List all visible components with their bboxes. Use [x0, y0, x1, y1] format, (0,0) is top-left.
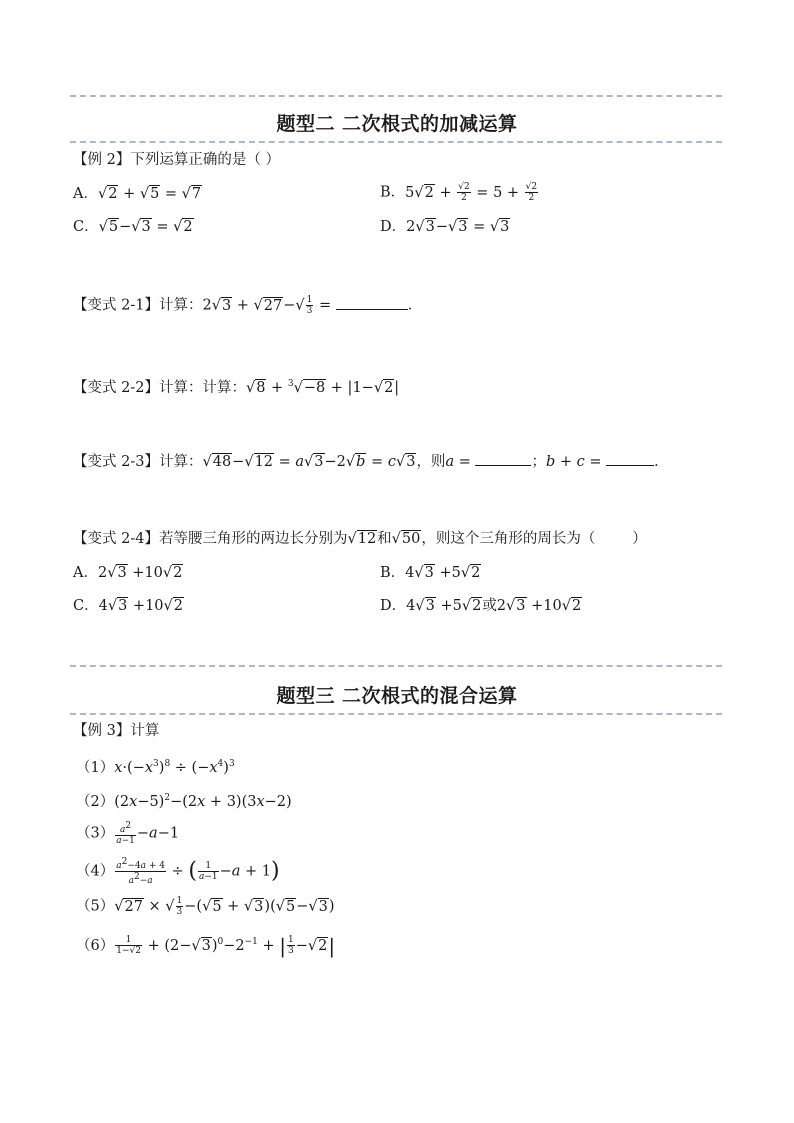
problem-1: $(1)x\cdot(-x^3)^8 \div (-x^4)^3$	[76, 759, 235, 776]
section-title: 题型三 二次根式的混合运算	[276, 685, 518, 707]
option-a[interactable]: A．2√3 +10√2	[73, 565, 183, 581]
top-separator	[70, 95, 722, 97]
option-a[interactable]: A．√2 + √5 = √7	[73, 186, 202, 202]
answer-blank-a[interactable]	[475, 465, 531, 466]
option-b[interactable]: B．4√3 +5√2	[380, 565, 481, 581]
answer-blank[interactable]	[336, 309, 408, 310]
option-expression: 5√2 + $\frac{√2}{2}$ = 5 + $\frac{√2}{2}$	[405, 182, 538, 203]
option-c[interactable]: C．√5−√3 = √2	[73, 219, 193, 235]
problem-3: （3） $\frac{a^2}{a-1}$ −a−1	[76, 821, 180, 846]
variant-2-1: 【变式 2-1】计算：2√3 + √27−√ $\frac{1}{3}$ = ．	[73, 295, 423, 316]
problem-4: （4） $\frac{a^2-4a + 4}{a^2-a}$ ÷ ( $\frac{1}{a-1}$ −a + 1)	[76, 857, 280, 886]
section-separator	[70, 665, 722, 667]
problem-5: （5）√27 × √ $\frac{1}{3}$ −(√5 + √3)(√5−√3)	[76, 896, 335, 917]
option-d[interactable]: D．2√3−√3 = √3	[380, 219, 510, 235]
title-separator	[70, 141, 722, 143]
option-expression: √2 + √5 = √7	[97, 186, 202, 202]
example-label: 【例 2】	[73, 152, 131, 168]
title-separator	[70, 713, 722, 715]
variant-2-3: 【变式 2-3】计算：√48−√12 = a√3−2√b = c√3，则a = ；b + c = ．	[73, 454, 669, 470]
option-expression: √5−√3 = √2	[98, 219, 193, 235]
problem-2: $(2)(2x-5)^2-(2x + 3)(3x-2)$	[76, 793, 292, 810]
example-2-question	[73, 150, 280, 170]
option-expression: 2√3−√3 = √3	[406, 219, 510, 235]
option-c[interactable]: C．4√3 +10√2	[73, 598, 183, 614]
variant-2-4: 【变式 2-4】若等腰三角形的两边长分别为√12和√50，则这个三角形的周长为（ ）	[73, 531, 647, 547]
example-3-header: 【例 3】计算	[73, 723, 160, 739]
problem-6: （6） $\frac{1}{1-√2}$ + $(2-√3)^0-2^{-1}$ + | $\frac{1}{3}$ −√2|	[76, 933, 336, 958]
variant-2-2: 【变式 2-2】计算：计算：√8 + $^3$√−8 + |1−√2|	[73, 379, 400, 396]
answer-blank-bc[interactable]	[606, 465, 654, 466]
option-d[interactable]: D．4√3 +5√2或2√3 +10√2	[380, 598, 582, 614]
section-title: 题型二 二次根式的加减运算	[276, 113, 518, 135]
option-b[interactable]: B．5√2 + $\frac{√2}{2}$ = 5 + $\frac{√2}{2}$	[380, 182, 538, 203]
question-text: 下列运算正确的是（ ）	[130, 152, 280, 168]
